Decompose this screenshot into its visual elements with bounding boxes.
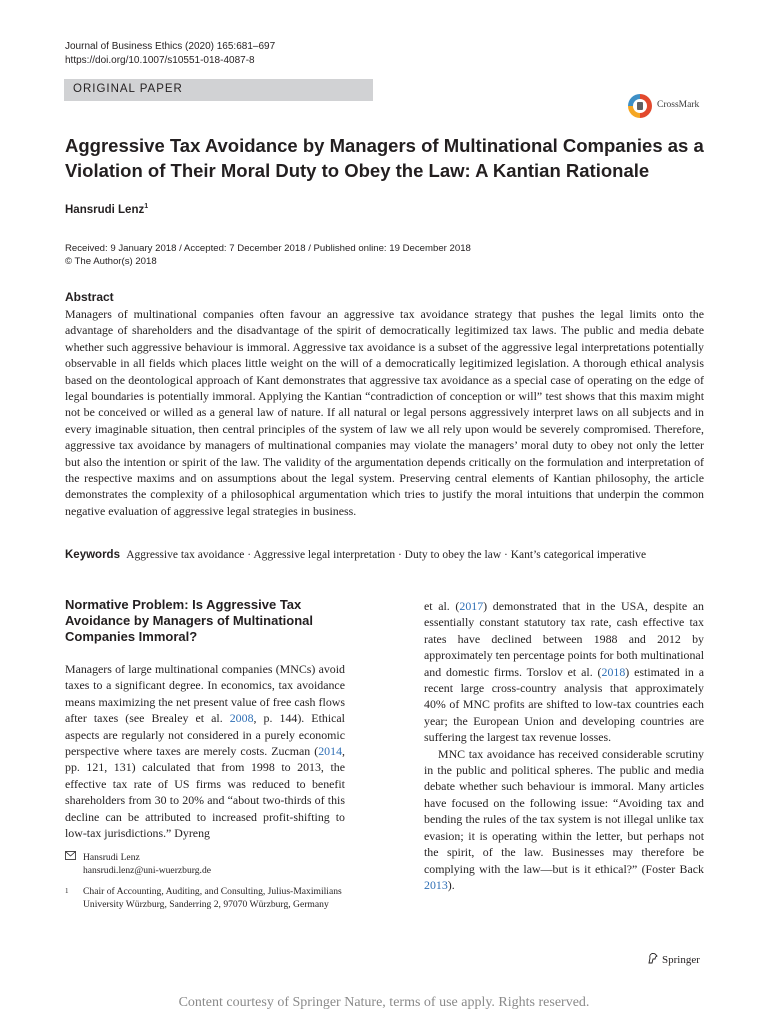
doi-link[interactable]: https://doi.org/10.1007/s10551-018-4087-8 bbox=[65, 55, 255, 66]
springer-horse-icon bbox=[647, 952, 658, 967]
affiliation-note bbox=[65, 885, 345, 911]
paragraph: et al. (2017) demonstrated that in the USA, despite an essentially constant statutory tax rate, cash effective tax rates have declined between 1988 and 2012 by approximately ten percentage points for both multinational and domestic firms. Torslov et al. (2018) estimated in a recent large cross-country analysis that approximately 40% of MNC profits are shifted to low-tax countries each year; the European Union and developing countries are suffering the largest tax revenue losses. bbox=[424, 599, 705, 745]
keywords-line bbox=[65, 549, 705, 561]
article-type-bar bbox=[64, 79, 373, 101]
keywords-text: Aggressive tax avoidance · Aggressive legal interpretation · Duty to obey the law · Kant’s categorical imperative bbox=[126, 549, 647, 561]
crossmark-icon bbox=[628, 94, 652, 118]
right-column-body bbox=[424, 598, 704, 893]
crossmark-label: CrossMark bbox=[657, 100, 700, 110]
paragraph: MNC tax avoidance has received considerable scrutiny in the public and political spheres. The public and media debate whether such behaviour is immoral. Many articles have focused on the following issue: “Avoiding tax and bending the rules of the tax system is not illegal unlike tax evasion; it is operating within the letter, but perhaps not the spirit, of the law. Businesses may therefore be complying with the law—but is it ethical?” (Foster Back 2013). bbox=[424, 746, 704, 892]
date-history: Received: 9 January 2018 / Accepted: 7 December 2018 / Published online: 19 December 2018 bbox=[65, 243, 471, 254]
crossmark-badge[interactable] bbox=[628, 93, 704, 119]
left-column-body bbox=[65, 661, 345, 841]
article-type-label: ORIGINAL PAPER bbox=[73, 83, 183, 95]
keywords-label: Keywords bbox=[65, 549, 120, 561]
journal-header bbox=[65, 40, 275, 68]
envelope-icon bbox=[65, 851, 83, 877]
corresponding-author-name: Hansrudi Lenz bbox=[83, 852, 140, 863]
section-heading: Normative Problem: Is Aggressive Tax Avoidance by Managers of Multinational Companies Immoral? bbox=[65, 597, 313, 644]
corresponding-author-note bbox=[65, 851, 345, 877]
copyright-line: © The Author(s) 2018 bbox=[65, 256, 157, 267]
publication-dates bbox=[65, 242, 471, 268]
article-title: Aggressive Tax Avoidance by Managers of Multinational Companies as a Violation of Their Moral Duty to Obey the Law: A Kantian Rationale bbox=[65, 135, 704, 181]
citation-link[interactable]: 2018 bbox=[601, 664, 626, 679]
corresponding-author-email[interactable]: hansrudi.lenz@uni-wuerzburg.de bbox=[83, 865, 212, 876]
affiliation-text: Chair of Accounting, Auditing, and Consulting, Julius-Maximilians University Würzburg, Sanderring 2, 97070 Würzburg, Germany bbox=[83, 886, 342, 910]
publisher-logo bbox=[647, 952, 700, 967]
courtesy-notice: Content courtesy of Springer Nature, terms of use apply. Rights reserved. bbox=[178, 995, 590, 1010]
footnotes bbox=[65, 851, 345, 911]
citation-link[interactable]: 2014 bbox=[318, 744, 343, 759]
journal-citation: Journal of Business Ethics (2020) 165:681–697 bbox=[65, 41, 276, 52]
publisher-name: Springer bbox=[662, 953, 700, 966]
author-affiliation-mark: 1 bbox=[144, 203, 149, 210]
author-name[interactable]: Hansrudi Lenz bbox=[65, 203, 145, 216]
affiliation-mark: 1 bbox=[65, 887, 69, 895]
citation-link[interactable]: 2013 bbox=[424, 877, 448, 892]
abstract-heading: Abstract bbox=[65, 290, 114, 304]
paragraph: Managers of large multinational companies (MNCs) avoid taxes to a significant degree. In economics, tax avoidance means maximizing the net present value of free cash flows after taxes (see Brealey et al. 2008, p. 144). Ethical aspects are regularly not considered in a purely economic perspective where taxes are merely costs. Zucman (2014, pp. 121, 131) calculated that from 1998 to 2013, the effective tax rate of US firms was reduced to benefit shareholders from 30 to 20% and “about two-thirds of this decline can be attributed to increased profit-shifting to low-tax jurisdictions.” Dyreng bbox=[65, 662, 345, 841]
abstract-text: Managers of multinational companies often favour an aggressive tax avoidance strategy that pushes the legal limits onto the advantage of shareholders and the disadvantage of the spirit of democratically legitimized tax laws. The public and media debate whether such aggressive behaviour is immoral. Aggressive tax avoidance is a subset of the aggressive legal interpretations potentially observable in all fields which places little weight on the will of a democratically legitimized legislation. A thorough ethical analysis based on the deontological approach of Kant demonstrates that aggressive tax avoidance as a special case of operating on the edge of legal boundaries is potentially immoral. Applying the Kantian “contradiction of conception or will” test shows that this maxim might not be conceived or willed as a general law of nature. If all natural or legal persons aggressively interpret laws on all subjects and in every imaginable situation, then central principles of the system of law we all rely upon would be severely compromised. Therefore, aggressive tax avoidance by managers of multinational companies may violate the managers’ moral duty to obey not only the letter but also the intention or spirit of the law. The validity of the argumentation depends critically on the formulation and interpretation of the respective maxims and on assumptions about the legal system. Preserving central elements of Kantian philosophy, the article demonstrates the complexity of a philosophical argumentation which tries to justify the moral intuitions that underpin the common negative evaluation of aggressive legal strategies in business. bbox=[65, 307, 704, 518]
author-line bbox=[65, 203, 148, 216]
citation-link[interactable]: 2008 bbox=[229, 711, 254, 726]
citation-link[interactable]: 2017 bbox=[459, 599, 484, 613]
